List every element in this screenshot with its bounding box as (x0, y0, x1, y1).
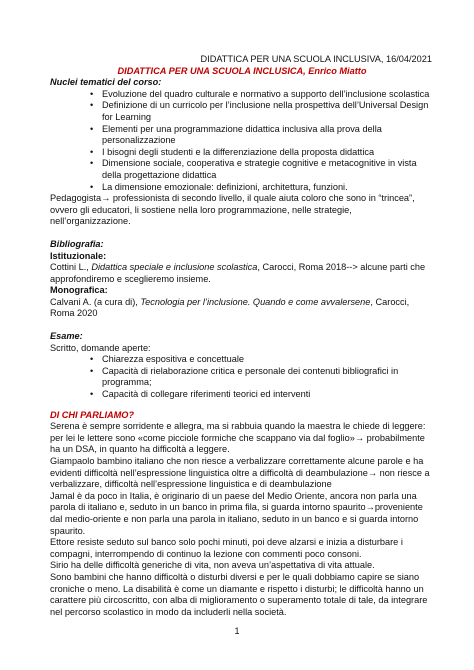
monografica-label: Monografica: (50, 285, 108, 296)
esame-heading: Esame: (50, 331, 83, 342)
pedagogista-paragraph: Pedagogista→ professionista di secondo livello, il quale aiuta coloro che sono in “trincea”, ovvero gli educatori, li sostiene nella loro programmazione, nelle strategie, nell’organizzazione. (50, 193, 415, 227)
monografica-reference (50, 297, 434, 320)
nuclei-item: • I bisogni degli studenti e la differenziazione della proposta didattica (50, 147, 434, 159)
monografica-details: , Carocci, Roma 2020 (50, 296, 410, 319)
istituzionale-reference (50, 262, 434, 285)
case-paragraph: Giampaolo bambino italiano che non riesce a verbalizzare correttamente alcune parole e ha evidenti difficoltà nell’espressione linguistica oltre a difficoltà di deambulazione→ non riesce a verbalizzare, difficoltà nell’espressione linguistica e di deambulazione (50, 456, 430, 490)
nuclei-item: • Elementi per una programmazione didattica inclusiva alla prova della personalizzazione (50, 124, 434, 147)
case-paragraph: Jamal è da poco in Italia, è originario di un paese del Medio Oriente, ancora non parla una parola di italiano e, seduto in un banco in prima fila, si guarda intorno spaurito→proveniente dal medio-oriente e non parla una parola in italiano, seduto in un banco e si guarda intorno spaurito. (50, 490, 423, 536)
istituzionale-author: Cottini L., (50, 262, 92, 273)
esame-list (50, 354, 434, 400)
case-paragraph: Sono bambini che hanno difficoltà o disturbi diversi e per le quali dobbiamo capire se siano croniche o meno. La disabilità è come un diamante e rispetto i disturbi; le difficoltà hanno un carattere più circoscritto, con alba di miglioramento o superamento totale di tale, da integrare nel percorso scolastico in modo da includerli nella società. (50, 571, 428, 617)
document-title: DIDATTICA PER UNA SCUOLA INCLUSICA, Enrico Miatto (117, 65, 367, 76)
nuclei-list (50, 89, 434, 193)
header-course-date: DIDATTICA PER UNA SCUOLA INCLUSIVA, 16/04/2021 (200, 54, 432, 64)
esame-item: • Chiarezza espositiva e concettuale (50, 354, 434, 366)
istituzionale-details: , Carocci, Roma 2018--> alcune parti che approfondiremo e sceglieremo insieme. (50, 262, 426, 284)
esame-item: • Capacità di collegare riferimenti teorici ed interventi (50, 389, 434, 401)
case-paragraph: Ettore resiste seduto sul banco solo pochi minuti, poi deve alzarsi e inizia a disturbare i compagni, interrompendo di continuo la lezione con commenti poco consoni. (50, 537, 403, 559)
istituzionale-label: Istituzionale: (50, 250, 107, 261)
nuclei-item: • La dimensione emozionale: definizioni, architettura, funzioni. (50, 182, 434, 194)
nuclei-item: • Evoluzione del quadro culturale e normativo a supporto dell’inclusione scolastica (50, 89, 434, 101)
nuclei-item: • Dimensione sociale, cooperativa e strategie cognitive e metacognitive in vista della progettazione didattica (50, 158, 434, 181)
esame-item: • Capacità di rielaborazione critica e personale dei contenuti bibliografici in programma; (50, 366, 434, 389)
case-paragraph: Sirio ha delle difficoltà generiche di vita, non aveva un’aspettativa di vita attuale. (50, 560, 375, 571)
bibliografia-heading: Bibliografia: (50, 238, 104, 249)
nuclei-heading: Nuclei tematici del corso: (50, 77, 162, 88)
nuclei-item: • Definizione di un curricolo per l’inclusione nella prospettiva dell’Universal Design for Learning (50, 100, 434, 123)
istituzionale-title: Didattica speciale e inclusione scolastica (91, 262, 258, 273)
page-number: 1 (234, 626, 240, 636)
monografica-author: Calvani A. (a cura di), (50, 296, 141, 307)
esame-intro: Scritto, domande aperte: (50, 342, 151, 353)
chi-parliamo-heading: DI CHI PARLIAMO? (50, 409, 135, 420)
monografica-title: Tecnologia per l’inclusione. Quando e come avvalersene (140, 296, 371, 307)
case-paragraph: Serena è sempre sorridente e allegra, ma si rabbuia quando la maestra le chiede di leggere: per lei le lettere sono «come picciole formiche che scappano via dal foglio»→ probabilmente ha un DSA, in quanto ha difficoltà a leggere. (50, 421, 426, 455)
